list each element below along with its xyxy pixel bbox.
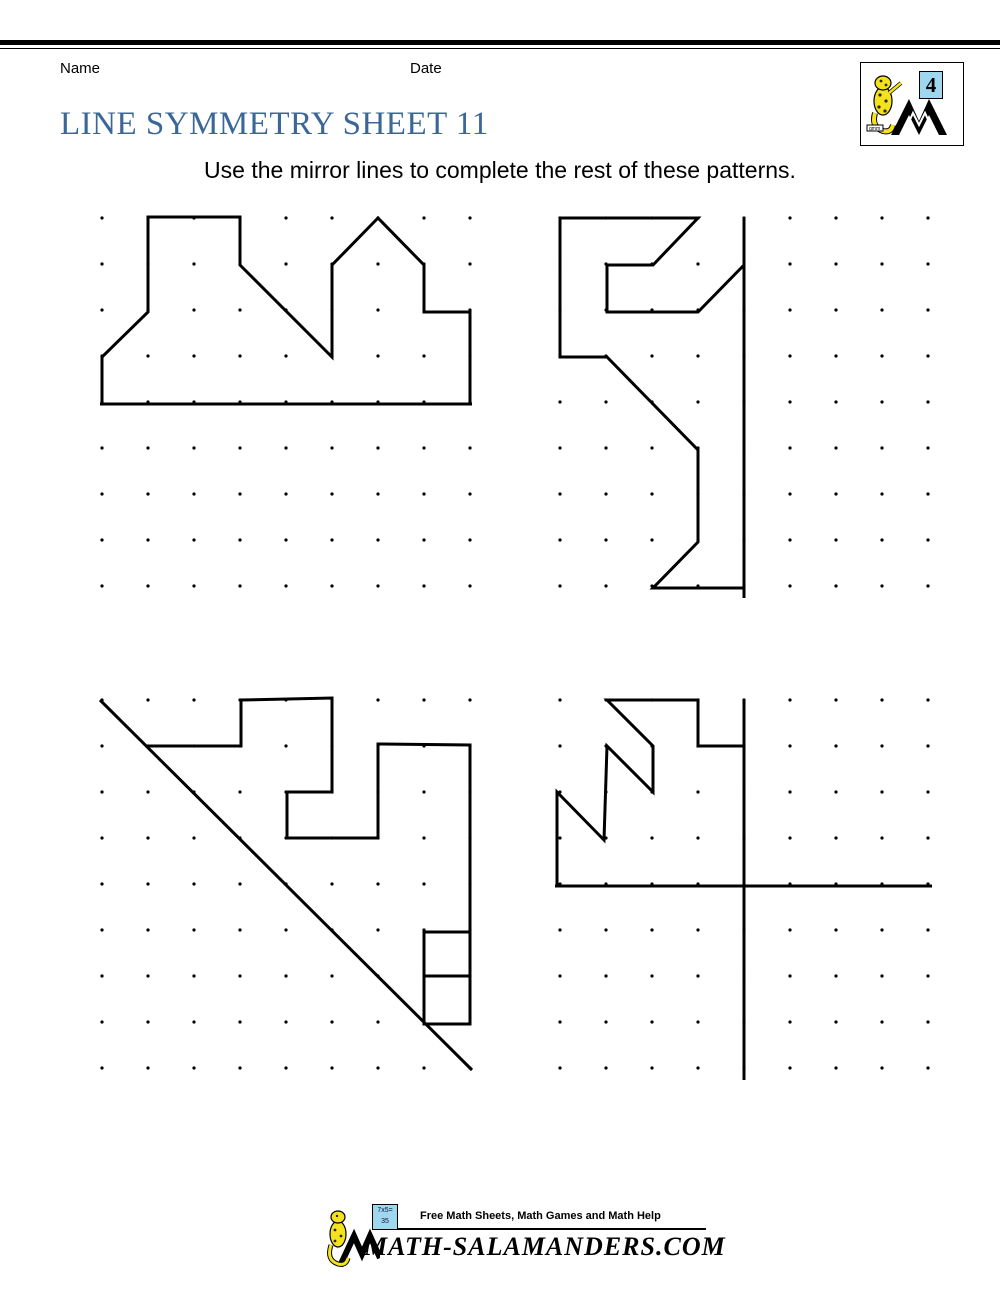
grid-dot bbox=[192, 698, 195, 701]
grid-dot bbox=[834, 216, 837, 219]
grid-dot bbox=[238, 1066, 241, 1069]
grid-dot bbox=[146, 1066, 149, 1069]
grid-dot bbox=[926, 538, 929, 541]
grid-dot bbox=[880, 446, 883, 449]
grid-dot bbox=[558, 698, 561, 701]
grid-dot bbox=[558, 446, 561, 449]
grid-dot bbox=[376, 1020, 379, 1023]
grid-dot bbox=[192, 882, 195, 885]
grid-dot bbox=[926, 354, 929, 357]
grid-dot bbox=[376, 928, 379, 931]
grid-dot bbox=[100, 446, 103, 449]
grid-dot bbox=[284, 538, 287, 541]
grid-dot bbox=[422, 698, 425, 701]
grid-dot bbox=[788, 974, 791, 977]
grid-dot bbox=[100, 836, 103, 839]
grid-dot bbox=[558, 974, 561, 977]
grid-dot bbox=[834, 400, 837, 403]
grid-dot bbox=[788, 492, 791, 495]
grid-dot bbox=[376, 538, 379, 541]
grid-dot bbox=[604, 1066, 607, 1069]
grid-dot bbox=[376, 1066, 379, 1069]
grid-dot bbox=[192, 446, 195, 449]
grid-dot bbox=[880, 836, 883, 839]
grid-dot bbox=[330, 1066, 333, 1069]
grid-dot bbox=[146, 974, 149, 977]
grid-dot bbox=[650, 538, 653, 541]
grid-dot bbox=[880, 790, 883, 793]
grid-dot bbox=[422, 354, 425, 357]
grid-dot bbox=[146, 882, 149, 885]
grid-dot bbox=[834, 262, 837, 265]
pattern-2-shape bbox=[560, 218, 744, 588]
grid-dot bbox=[880, 354, 883, 357]
grid-dot bbox=[146, 1020, 149, 1023]
grid-dot bbox=[146, 538, 149, 541]
grid-dot bbox=[422, 538, 425, 541]
grid-dot bbox=[192, 492, 195, 495]
grid-dot bbox=[330, 538, 333, 541]
grid-dot bbox=[880, 262, 883, 265]
grid-dot bbox=[788, 584, 791, 587]
grid-dot bbox=[926, 744, 929, 747]
grid-dot bbox=[192, 1020, 195, 1023]
grid-dot bbox=[834, 538, 837, 541]
grid-dot bbox=[238, 974, 241, 977]
instructions: Use the mirror lines to complete the rest of these patterns. bbox=[204, 157, 796, 183]
grid-dot bbox=[880, 584, 883, 587]
grid-dot bbox=[100, 790, 103, 793]
grid-dot bbox=[696, 836, 699, 839]
grid-dot bbox=[376, 308, 379, 311]
footer-site-name: MATH-SALAMANDERS.COM bbox=[364, 1232, 726, 1261]
grid-dot bbox=[100, 492, 103, 495]
grid-dot bbox=[558, 400, 561, 403]
grid-dot bbox=[146, 790, 149, 793]
grid-dot bbox=[192, 928, 195, 931]
page-title: LINE SYMMETRY SHEET 11 bbox=[60, 106, 489, 142]
grid-dot bbox=[834, 790, 837, 793]
grid-dot bbox=[330, 216, 333, 219]
grid-dot bbox=[788, 744, 791, 747]
grid-dot bbox=[146, 446, 149, 449]
grid-dot bbox=[422, 216, 425, 219]
grid-dot bbox=[192, 262, 195, 265]
grid-dot bbox=[926, 262, 929, 265]
grid-dot bbox=[100, 584, 103, 587]
grid-dot bbox=[696, 262, 699, 265]
grid-dot bbox=[100, 928, 103, 931]
pattern-1-shape bbox=[102, 217, 470, 404]
grid-dot bbox=[146, 836, 149, 839]
dot-grids bbox=[100, 216, 929, 1069]
grid-dot bbox=[422, 790, 425, 793]
grid-dot bbox=[788, 446, 791, 449]
grid-dot bbox=[834, 308, 837, 311]
footer-rule bbox=[398, 1228, 706, 1230]
grid-dot bbox=[880, 974, 883, 977]
pattern-4-shape bbox=[557, 700, 744, 886]
grid-dot bbox=[926, 698, 929, 701]
grid-dot bbox=[376, 446, 379, 449]
badge-top-text: 7x5= bbox=[377, 1207, 393, 1214]
grid-dot bbox=[192, 584, 195, 587]
grid-dot bbox=[926, 790, 929, 793]
grid-dot bbox=[604, 1020, 607, 1023]
grid-dot bbox=[376, 698, 379, 701]
grid-dot bbox=[926, 308, 929, 311]
grid-dot bbox=[880, 216, 883, 219]
grid-dot bbox=[604, 584, 607, 587]
grid-dot bbox=[650, 492, 653, 495]
grid-dot bbox=[926, 400, 929, 403]
grid-dot bbox=[284, 446, 287, 449]
grid-dot bbox=[422, 1066, 425, 1069]
grid-dot bbox=[880, 1020, 883, 1023]
grid-dot bbox=[468, 584, 471, 587]
grid-dot bbox=[788, 216, 791, 219]
grid-dot bbox=[422, 882, 425, 885]
name-label: Name bbox=[60, 60, 101, 77]
grid-dot bbox=[788, 790, 791, 793]
grid-dot bbox=[834, 492, 837, 495]
grid-dot bbox=[330, 1020, 333, 1023]
grid-dot bbox=[604, 492, 607, 495]
grid-dot bbox=[650, 1066, 653, 1069]
grid-dot bbox=[238, 446, 241, 449]
grid-dot bbox=[558, 1066, 561, 1069]
grid-dot bbox=[376, 262, 379, 265]
grid-dot bbox=[468, 262, 471, 265]
grid-dot bbox=[192, 354, 195, 357]
grid-dot bbox=[696, 1020, 699, 1023]
badge-bottom-text: 35 bbox=[381, 1218, 389, 1225]
grid-dot bbox=[926, 974, 929, 977]
grid-dot bbox=[788, 698, 791, 701]
grid-dot bbox=[880, 400, 883, 403]
grid-dot bbox=[788, 538, 791, 541]
grid-dot bbox=[100, 882, 103, 885]
grid-dot bbox=[238, 790, 241, 793]
grid-dot bbox=[284, 928, 287, 931]
grid-dot bbox=[926, 836, 929, 839]
grid-dot bbox=[238, 928, 241, 931]
grid-dot bbox=[788, 262, 791, 265]
grid-dot bbox=[650, 446, 653, 449]
grid-dot bbox=[376, 584, 379, 587]
grid-dot bbox=[650, 928, 653, 931]
grid-dot bbox=[834, 698, 837, 701]
grid-dot bbox=[880, 698, 883, 701]
grid-dot bbox=[880, 308, 883, 311]
grid-dot bbox=[604, 974, 607, 977]
grid-dot bbox=[146, 584, 149, 587]
grid-dot bbox=[100, 744, 103, 747]
grid-dot bbox=[558, 744, 561, 747]
grid-dot bbox=[696, 974, 699, 977]
grid-dot bbox=[284, 216, 287, 219]
footer-logo bbox=[320, 1198, 726, 1270]
grid-dot bbox=[604, 928, 607, 931]
grid-dot bbox=[192, 1066, 195, 1069]
grid-dot bbox=[926, 928, 929, 931]
grid-dot bbox=[558, 492, 561, 495]
grid-dot bbox=[192, 308, 195, 311]
grid-dot bbox=[926, 1020, 929, 1023]
grid-dot bbox=[788, 928, 791, 931]
grid-dot bbox=[650, 354, 653, 357]
grid-dot bbox=[650, 1020, 653, 1023]
grid-dot bbox=[788, 354, 791, 357]
grid-dot bbox=[834, 354, 837, 357]
grid-dot bbox=[284, 1066, 287, 1069]
grid-dot bbox=[376, 882, 379, 885]
grid-dot bbox=[100, 262, 103, 265]
grid-dot bbox=[788, 400, 791, 403]
grid-dot bbox=[696, 1066, 699, 1069]
grid-dot bbox=[696, 928, 699, 931]
grid-dot bbox=[468, 698, 471, 701]
grid-dot bbox=[192, 974, 195, 977]
grid-dot bbox=[284, 492, 287, 495]
grid-dot bbox=[146, 698, 149, 701]
grid-dot bbox=[284, 974, 287, 977]
grid-dot bbox=[834, 1020, 837, 1023]
grid-dot bbox=[468, 538, 471, 541]
grid-dot bbox=[192, 538, 195, 541]
grid-dot bbox=[880, 492, 883, 495]
grid-dot bbox=[422, 446, 425, 449]
grid-dot bbox=[422, 584, 425, 587]
pattern-3-mirror-line bbox=[100, 700, 472, 1070]
grid-dot bbox=[330, 882, 333, 885]
grid-dot bbox=[100, 1020, 103, 1023]
footer-tagline: Free Math Sheets, Math Games and Math Help bbox=[420, 1210, 661, 1222]
grid-dot bbox=[468, 492, 471, 495]
grid-dot bbox=[284, 584, 287, 587]
grid-dot bbox=[284, 744, 287, 747]
patterns bbox=[100, 217, 932, 1080]
grid-dot bbox=[284, 354, 287, 357]
grid-dot bbox=[834, 584, 837, 587]
grid-dot bbox=[834, 974, 837, 977]
grid-dot bbox=[926, 1066, 929, 1069]
grid-dot bbox=[788, 1066, 791, 1069]
grid-dot bbox=[880, 928, 883, 931]
grid-dot bbox=[788, 308, 791, 311]
grid-dot bbox=[238, 538, 241, 541]
grid-dot bbox=[238, 492, 241, 495]
grid-dot bbox=[834, 1066, 837, 1069]
grid-dot bbox=[238, 584, 241, 587]
grid-dot bbox=[880, 1066, 883, 1069]
grid-dot bbox=[834, 836, 837, 839]
grid-dot bbox=[238, 354, 241, 357]
grid-dot bbox=[238, 1020, 241, 1023]
grid-dot bbox=[788, 1020, 791, 1023]
grid-dot bbox=[834, 744, 837, 747]
grid-dot bbox=[330, 584, 333, 587]
grid-dot bbox=[284, 1020, 287, 1023]
grid-dot bbox=[376, 354, 379, 357]
grid-dot bbox=[422, 836, 425, 839]
grid-dot bbox=[604, 400, 607, 403]
grid-dot bbox=[100, 1066, 103, 1069]
grid-dot bbox=[834, 446, 837, 449]
grid-dot bbox=[558, 1020, 561, 1023]
grid-dot bbox=[100, 974, 103, 977]
grid-dot bbox=[880, 744, 883, 747]
grid-dot bbox=[696, 400, 699, 403]
grid-dot bbox=[422, 492, 425, 495]
grid-dot bbox=[788, 836, 791, 839]
grid-dot bbox=[146, 492, 149, 495]
grid-dot bbox=[604, 538, 607, 541]
pattern-3-shape bbox=[148, 698, 470, 1024]
grid-dot bbox=[238, 882, 241, 885]
grid-dot bbox=[284, 262, 287, 265]
grid-dot bbox=[834, 928, 837, 931]
grid-dot bbox=[558, 584, 561, 587]
svg-text:gmm: gmm bbox=[869, 126, 881, 132]
grid-dot bbox=[558, 928, 561, 931]
date-label: Date bbox=[410, 60, 442, 77]
grid-dot bbox=[558, 538, 561, 541]
grid-dot bbox=[926, 446, 929, 449]
grid-dot bbox=[926, 492, 929, 495]
grid-dot bbox=[926, 584, 929, 587]
grid-dot bbox=[468, 216, 471, 219]
grid-dot bbox=[650, 974, 653, 977]
grid-dot bbox=[100, 538, 103, 541]
grid-dot bbox=[650, 836, 653, 839]
grade-number: 4 bbox=[919, 71, 943, 99]
grid-dot bbox=[558, 836, 561, 839]
grid-dot bbox=[926, 216, 929, 219]
grid-dot bbox=[192, 836, 195, 839]
grid-dot bbox=[604, 446, 607, 449]
grid-dot bbox=[100, 308, 103, 311]
grid-dot bbox=[468, 446, 471, 449]
grid-dot bbox=[146, 928, 149, 931]
grid-dot bbox=[696, 354, 699, 357]
grid-dot bbox=[330, 974, 333, 977]
grid-dot bbox=[696, 790, 699, 793]
grid-dot bbox=[330, 446, 333, 449]
footer-multiplication-badge bbox=[372, 1204, 398, 1230]
grid-dot bbox=[100, 216, 103, 219]
grid-dot bbox=[146, 354, 149, 357]
grid-dot bbox=[880, 538, 883, 541]
grid-dot bbox=[330, 492, 333, 495]
grid-dot bbox=[376, 492, 379, 495]
grid-dot bbox=[238, 308, 241, 311]
